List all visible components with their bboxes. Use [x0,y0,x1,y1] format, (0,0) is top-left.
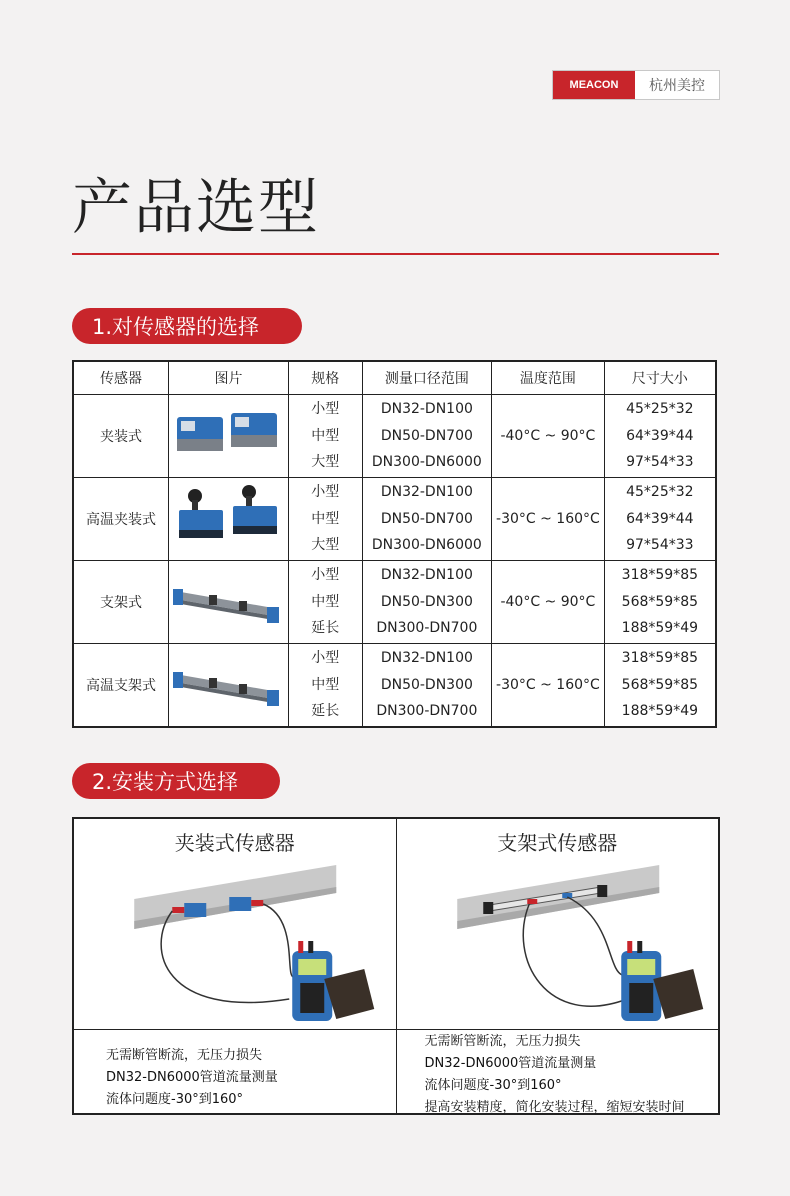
install-bracket-column [396,819,719,1113]
table-header-row [73,361,716,395]
sensor-name: 高温支架式 [73,644,168,728]
header-spec: 规格 [288,361,362,395]
range-cell: DN32-DN100 DN50-DN700 DN300-DN6000 [362,395,492,478]
temp-cell: -30°C ~ 160°C [492,644,605,728]
sensor-name: 支架式 [73,561,168,644]
clamp-sensor-icon [169,395,287,473]
install-divider [397,1029,719,1030]
spec-cell: 小型 中型 延长 [288,644,362,728]
logo-company-name: 杭州美控 [649,78,705,94]
range-cell: DN32-DN100 DN50-DN300 DN300-DN700 [362,561,492,644]
range-cell: DN32-DN100 DN50-DN700 DN300-DN6000 [362,478,492,561]
hightemp-clamp-sensor-icon [169,478,287,556]
spec-cell: 小型 中型 延长 [288,561,362,644]
temp-cell: -40°C ~ 90°C [492,395,605,478]
logo-brand-text: MEACON [553,71,635,99]
size-cell: 45*25*32 64*39*44 97*54*33 [604,478,716,561]
header-range: 测量口径范围 [362,361,492,395]
install-clamp-column [74,819,396,1113]
table-row [73,644,716,728]
install-bracket-title: 支架式传感器 [497,831,618,855]
size-cell: 45*25*32 64*39*44 97*54*33 [604,395,716,478]
install-divider [74,1029,396,1030]
install-bracket-description: 无需断管断流，无压力损失 DN32-DN6000管道流量测量 流体问题度-30°到160° 提高安装精度，简化安装过程，缩短安装时间 [424,1034,685,1115]
hightemp-bracket-sensor-icon [169,644,287,722]
table-row [73,478,716,561]
install-comparison-panel [72,817,720,1115]
bracket-sensor-icon [169,561,287,639]
bracket-install-illustration [397,859,719,1029]
size-cell: 318*59*85 568*59*85 188*59*49 [604,561,716,644]
title-divider [72,253,719,255]
sensor-image-bracket [168,561,288,644]
page-title: 产品选型 [72,173,320,243]
spec-cell: 小型 中型 大型 [288,478,362,561]
header-sensor: 传感器 [73,361,168,395]
sensor-name: 高温夹装式 [73,478,168,561]
temp-cell: -30°C ~ 160°C [492,478,605,561]
table-row [73,395,716,478]
clamp-install-illustration [74,859,396,1029]
sensor-spec-table [72,360,717,728]
brand-logo [552,70,720,100]
install-clamp-title: 夹装式传感器 [174,831,295,855]
install-clamp-description: 无需断管断流，无压力损失 DN32-DN6000管道流量测量 流体问题度-30°到160° [106,1048,278,1107]
sensor-image-hightemp-bracket [168,644,288,728]
spec-cell: 小型 中型 大型 [288,395,362,478]
table-row [73,561,716,644]
sensor-image-clamp [168,395,288,478]
section-label-install-method: 2.安装方式选择 [72,763,280,799]
section-label-sensor-selection: 1.对传感器的选择 [72,308,302,344]
header-size: 尺寸大小 [604,361,716,395]
sensor-name: 夹装式 [73,395,168,478]
header-image: 图片 [168,361,288,395]
temp-cell: -40°C ~ 90°C [492,561,605,644]
header-temp: 温度范围 [492,361,605,395]
sensor-image-hightemp-clamp [168,478,288,561]
size-cell: 318*59*85 568*59*85 188*59*49 [604,644,716,728]
range-cell: DN32-DN100 DN50-DN300 DN300-DN700 [362,644,492,728]
